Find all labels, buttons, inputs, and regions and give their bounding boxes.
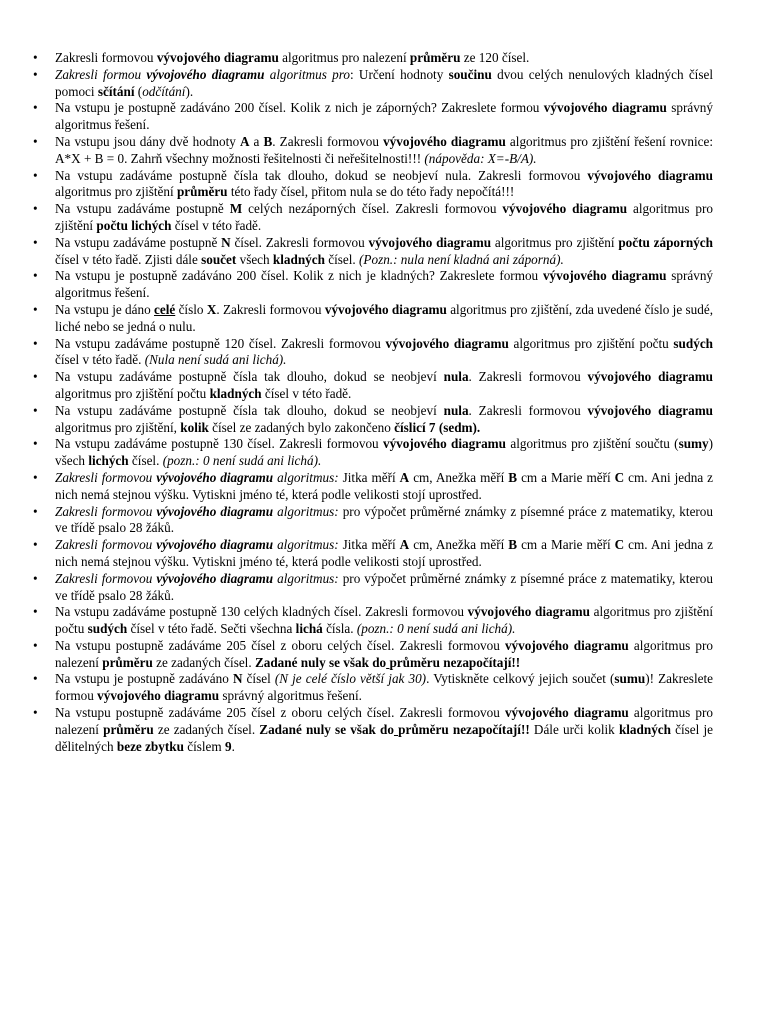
task-text-segment: Zakresli formou — [55, 66, 147, 82]
task-text-segment: (pozn.: 0 není sudá ani lichá). — [356, 621, 516, 637]
task-list — [31, 50, 713, 755]
task-text-segment: algoritmus pro — [264, 66, 350, 82]
task-text-segment: dvou celých nenulových kladných čísel pomoci — [55, 66, 713, 99]
task-text-segment: počtu lichých — [96, 217, 172, 233]
task-item — [31, 302, 713, 336]
task-text-segment: čísel v této řadě. Zjisti dále — [55, 251, 202, 267]
task-item — [31, 504, 713, 538]
task-text-segment: cm, Anežka měří — [409, 469, 509, 485]
task-text-segment: čísel v této řadě. — [55, 352, 145, 368]
task-text-segment: vývojového diagramu — [324, 301, 447, 317]
task-text-segment: cm, Anežka měří — [409, 537, 509, 553]
task-text-segment: cm a Marie měří — [517, 537, 615, 553]
task-text-segment: ze 120 čísel. — [460, 50, 530, 65]
task-text-segment: vývojového diagramu — [383, 133, 506, 149]
task-text-segment: číslicí 7 (sedm). — [394, 419, 481, 435]
task-text-segment: Na vstupu je postupně zadáváno 200 čísel. Kolik z nich je kladných? Zakreslete formou — [55, 268, 543, 284]
task-text-segment: správný algoritmus řešení. — [55, 268, 714, 301]
task-text-segment: Na vstupu zadáváme postupně — [55, 234, 222, 250]
task-text-segment: Na vstupu je postupně zadáváno — [55, 671, 233, 687]
task-text-segment: Na vstupu postupně zadáváme 205 čísel z oboru celých čísel. Zakresli formovou — [55, 705, 505, 721]
task-text-segment: vývojového diagramu — [543, 100, 667, 116]
task-text-segment: číslem — [183, 738, 225, 754]
task-text-segment: sudých — [87, 621, 128, 637]
task-text-segment: B — [508, 537, 518, 553]
task-text-segment: Zadané nuly se však do — [259, 721, 394, 737]
task-text-segment: čísel ze zadaných bylo zakončeno — [208, 419, 395, 435]
task-item — [31, 201, 713, 235]
task-text-segment: ze zadaných čísel. — [152, 654, 255, 670]
task-text-segment: pro výpočet průměrné známky z písemné práce z matematiky, kterou ve třídě psalo 28 žáků. — [55, 503, 713, 536]
document-page — [31, 50, 713, 755]
task-text-segment: Na vstupu zadáváme postupně čísla tak dlouho, dokud se neobjeví nula. Zakresli formovou — [55, 167, 588, 183]
task-text-segment: vývojového diagramu — [587, 369, 714, 385]
task-text-segment: vývojového diagramu — [587, 402, 714, 418]
task-text-segment: součinu — [448, 66, 492, 82]
task-text-segment: A — [399, 537, 410, 553]
task-text-segment: algoritmus: — [273, 570, 339, 586]
task-text-segment: sumu — [614, 671, 646, 687]
task-text-segment: sumy — [678, 436, 709, 452]
task-text-segment: vývojového diagramu — [385, 335, 509, 351]
task-text-segment: A — [399, 469, 410, 485]
task-text-segment: ( — [134, 83, 143, 99]
task-text-segment: číslo — [175, 301, 207, 317]
task-text-segment: vývojového diagramu — [542, 268, 667, 284]
task-text-segment: vývojového diagramu — [467, 604, 590, 620]
task-text-segment: Zakresli formovou — [55, 537, 157, 553]
task-text-segment: (pozn.: 0 není sudá ani lichá). — [162, 453, 322, 469]
task-text-segment: čísla. — [322, 621, 357, 637]
task-text-segment: . Zakresli formovou — [468, 369, 588, 385]
task-text-segment: B — [508, 469, 518, 485]
task-text-segment: algoritmus pro nalezení — [278, 50, 410, 65]
task-text-segment: Dále urči kolik — [529, 721, 619, 737]
task-text-segment: Zadané nuly se však do — [254, 654, 387, 670]
task-text-segment: . Vytiskněte celkový jejich součet ( — [426, 671, 615, 687]
task-text-segment: algoritmus pro zjištění řešení rovnice: A*X + B = 0. Zahrň všechny možnosti řešitelnosti či neřešitelnosti!!! — [55, 133, 714, 166]
task-text-segment: A — [239, 133, 250, 149]
task-item — [31, 50, 713, 67]
task-text-segment: vývojového diagramu — [382, 436, 507, 452]
task-item — [31, 369, 713, 403]
task-text-segment: C — [614, 537, 625, 553]
task-text-segment: Zakresli formovou — [55, 503, 157, 519]
task-text-segment: součet — [201, 251, 237, 267]
task-item — [31, 336, 713, 370]
task-text-segment: (Nula není sudá ani lichá). — [144, 352, 287, 368]
task-text-segment: ) všech — [55, 436, 714, 469]
task-text-segment: algoritmus pro zjištění — [55, 201, 713, 233]
task-text-segment: ze zadaných čísel. — [153, 721, 260, 737]
task-text-segment: Na vstupu zadáváme postupně čísla tak dlouho, dokud se neobjeví — [55, 402, 444, 418]
task-text-segment: vývojového diagramu — [368, 234, 492, 250]
task-text-segment: (N je celé číslo větší jak 30) — [274, 671, 427, 687]
task-item — [31, 436, 713, 470]
task-text-segment: Zakresli formovou — [55, 570, 157, 586]
task-text-segment: sudých — [673, 335, 714, 351]
task-item — [31, 604, 713, 638]
task-text-segment: Na vstupu je postupně zadáváno 200 čísel. Kolik z nich je záporných? Zakreslete formou — [55, 100, 544, 116]
task-item — [31, 67, 713, 101]
task-item — [31, 403, 713, 437]
task-text-segment: průměru nezapočítají!! — [389, 654, 521, 670]
task-text-segment: cm a Marie měří — [517, 469, 615, 485]
task-text-segment: průměru nezapočítají!! — [398, 721, 530, 737]
task-text-segment: N — [232, 671, 243, 687]
task-text-segment: beze zbytku — [116, 738, 184, 754]
task-text-segment: sčítání — [97, 83, 135, 99]
task-text-segment: algoritmus: — [273, 503, 339, 519]
task-text-segment: Na vstupu postupně zadáváme 205 čísel z oboru celých čísel. Zakresli formovou — [55, 637, 505, 653]
task-text-segment: všech — [236, 251, 273, 267]
task-text-segment: celých nezáporných čísel. Zakresli formovou — [242, 201, 503, 217]
task-text-segment: algoritmus pro zjištění — [55, 184, 177, 200]
task-item — [31, 571, 713, 605]
task-text-segment: Zakresli formovou — [55, 50, 157, 65]
task-text-segment: algoritmus pro zjištění, — [55, 419, 181, 435]
task-text-segment: M — [229, 201, 243, 217]
task-text-segment: : Určení hodnoty — [350, 66, 449, 82]
task-text-segment: lichých — [88, 453, 129, 469]
task-text-segment: Jitka měří — [338, 469, 400, 485]
task-text-segment: čísel — [242, 671, 275, 687]
task-text-segment: čísel. — [324, 251, 360, 267]
task-text-segment: vývojového diagramu — [156, 503, 274, 519]
task-text-segment: algoritmus pro zjištění počtu — [55, 604, 714, 637]
task-text-segment: cm. Ani jedna z nich nemá stejnou výšku. Vytiskni jméno té, která podle velikosti stojí uprostřed. — [55, 537, 714, 569]
task-text-segment: kolik — [180, 419, 209, 435]
task-text-segment: vývojového diagramu — [156, 50, 279, 65]
task-item — [31, 235, 713, 269]
task-text-segment: odčítání — [142, 83, 186, 99]
task-text-segment: vývojového diagramu — [156, 537, 274, 553]
task-text-segment: průměru — [103, 721, 154, 737]
task-text-segment: C — [614, 469, 625, 485]
task-text-segment: Jitka měří — [338, 537, 400, 553]
task-text-segment: Na vstupu zadáváme postupně 120 čísel. Zakresli formovou — [55, 335, 386, 351]
task-text-segment: X — [206, 301, 217, 317]
task-text-segment: algoritmus pro nalezení — [55, 705, 713, 737]
task-text-segment: správný algoritmus řešení. — [55, 100, 713, 133]
task-text-segment: Zakresli formovou — [55, 469, 157, 485]
task-text-segment: nula — [443, 402, 469, 418]
task-item — [31, 168, 713, 202]
task-text-segment: a — [249, 133, 264, 149]
task-text-segment: vývojového diagramu — [97, 688, 220, 704]
task-item — [31, 705, 713, 755]
task-text-segment: Na vstupu je dáno — [55, 301, 155, 317]
task-text-segment: algoritmus pro nalezení — [55, 637, 713, 670]
task-text-segment: Na vstupu zadáváme postupně čísla tak dlouho, dokud se neobjeví — [55, 369, 444, 385]
task-item — [31, 134, 713, 168]
task-text-segment: 9 — [224, 738, 232, 754]
task-text-segment: Na vstupu zadáváme postupně 130 čísel. Zakresli formovou — [55, 436, 383, 452]
task-text-segment: lichá — [295, 621, 323, 637]
task-text-segment: (nápověda: X=-B/A). — [424, 150, 537, 166]
task-text-segment: čísel v této řadě. — [171, 217, 262, 233]
task-text-segment: čísel v této řadě. Sečti všechna — [127, 621, 296, 637]
task-text-segment: algoritmus: — [273, 537, 339, 553]
task-text-segment: algoritmus pro zjištění — [491, 234, 619, 250]
task-text-segment: kladných — [209, 385, 262, 401]
task-text-segment: Na vstupu jsou dány dvě hodnoty — [55, 133, 240, 149]
task-text-segment: kladných — [618, 721, 671, 737]
task-text-segment: pro výpočet průměrné známky z písemné práce z matematiky, kterou ve třídě psalo 28 žáků. — [55, 570, 713, 603]
task-text-segment: čísel je dělitelných — [55, 721, 714, 754]
task-text-segment: Na vstupu zadáváme postupně 130 celých kladných čísel. Zakresli formovou — [55, 604, 468, 620]
task-text-segment: . Zakresli formovou — [216, 301, 325, 317]
task-text-segment: vývojového diagramu — [156, 469, 274, 485]
task-text-segment: vývojového diagramu — [504, 637, 629, 653]
task-text-segment: vývojového diagramu — [146, 66, 265, 82]
task-text-segment: čísel. — [128, 453, 163, 469]
task-text-segment: nula — [443, 369, 469, 385]
task-text-segment: N — [221, 234, 231, 250]
task-text-segment: čísel. Zakresli formovou — [230, 234, 369, 250]
task-text-segment: ). — [185, 83, 194, 99]
task-text-segment: vývojového diagramu — [504, 705, 629, 721]
task-text-segment: průměru — [176, 184, 228, 200]
task-item — [31, 671, 713, 705]
task-text-segment: vývojového diagramu — [156, 570, 274, 586]
task-text-segment: této řady čísel, přitom nula se do této řady nepočítá!!! — [227, 184, 515, 200]
task-text-segment: . Zakresli formovou — [468, 402, 588, 418]
task-text-segment: průměru — [102, 654, 153, 670]
task-text-segment: vývojového diagramu — [502, 201, 628, 217]
task-text-segment: B — [263, 133, 273, 149]
task-text-segment: (Pozn.: nula není kladná ani záporná). — [359, 251, 564, 267]
task-text-segment: algoritmus pro zjištění součtu ( — [506, 436, 679, 452]
task-text-segment: algoritmus: — [273, 469, 339, 485]
task-text-segment: cm. Ani jedna z nich nemá stejnou výšku. Vytiskni jméno té, která podle velikosti stojí uprostřed. — [55, 469, 714, 502]
task-text-segment: algoritmus pro zjištění počtu — [508, 335, 674, 351]
task-text-segment: čísel v této řadě. — [261, 385, 352, 401]
task-text-segment: . — [231, 738, 235, 754]
task-item — [31, 470, 713, 504]
task-item — [31, 638, 713, 672]
task-text-segment: )! Zakreslete formou — [55, 671, 713, 704]
task-text-segment: Na vstupu zadáváme postupně — [55, 201, 230, 217]
task-text-segment: celé — [154, 301, 176, 317]
task-item — [31, 100, 713, 134]
task-text-segment: správný algoritmus řešení. — [219, 688, 362, 704]
task-text-segment: algoritmus pro zjištění počtu — [55, 385, 210, 401]
task-item — [31, 268, 713, 302]
task-text-segment: průměru — [409, 50, 461, 65]
task-text-segment: . Zakresli formovou — [272, 133, 384, 149]
task-item — [31, 537, 713, 571]
task-text-segment: počtu záporných — [618, 234, 713, 250]
task-text-segment: algoritmus pro zjištění, zda uvedené číslo je sudé, liché nebo se jedná o nulu. — [55, 301, 713, 334]
task-text-segment: kladných — [272, 251, 325, 267]
task-text-segment: vývojového diagramu — [587, 167, 714, 183]
